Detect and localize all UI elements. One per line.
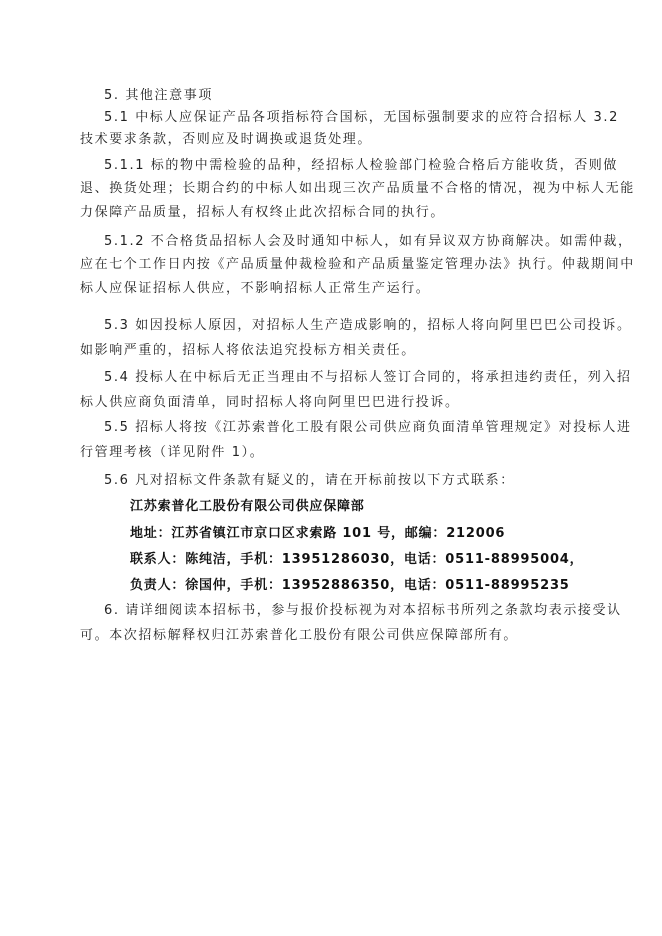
contact-responsible: 负责人：徐国仲，手机：13952886350，电话：0511-88995235 <box>130 578 570 593</box>
paragraph-5-3-line: 如影响严重的，招标人将依法追究投标方相关责任。 <box>80 343 416 358</box>
paragraph-5-5-line: 5.5 招标人将按《江苏索普化工股有限公司供应商负面清单管理规定》对投标人进 <box>104 420 632 435</box>
paragraph-6-line: 6. 请详细阅读本招标书，参与报价投标视为对本招标书所列之条款均表示接受认 <box>104 603 622 618</box>
contact-address: 地址：江苏省镇江市京口区求索路 101 号，邮编：212006 <box>130 526 506 541</box>
paragraph-5-1-1-line: 退、换货处理；长期合约的中标人如出现三次产品质量不合格的情况，视为中标人无能 <box>80 181 635 196</box>
contact-company: 江苏索普化工股份有限公司供应保障部 <box>130 499 365 514</box>
paragraph-5-1-1-line: 5.1.1 标的物中需检验的品种，经招标人检验部门检验合格后方能收货，否则做 <box>104 158 619 173</box>
paragraph-5-1-1-line: 力保障产品质量，招标人有权终止此次招标合同的执行。 <box>80 205 446 220</box>
paragraph-5-1-line: 5.1 中标人应保证产品各项指标符合国标，无国标强制要求的应符合招标人 3.2 <box>104 110 620 125</box>
paragraph-6-line: 可。本次招标解释权归江苏索普化工股份有限公司供应保障部所有。 <box>80 628 519 643</box>
paragraph-5-4-line: 5.4 投标人在中标后无正当理由不与招标人签订合同的，将承担违约责任，列入招 <box>104 370 632 385</box>
paragraph-5-6: 5.6 凡对招标文件条款有疑义的，请在开标前按以下方式联系： <box>104 473 515 488</box>
paragraph-5-4-line: 标人供应商负面清单，同时招标人将向阿里巴巴进行投诉。 <box>80 395 460 410</box>
paragraph-5-1-2-line: 标人应保证招标人供应，不影响招标人正常生产运行。 <box>80 281 431 296</box>
paragraph-5-1-line: 技术要求条款，否则应及时调换或退货处理。 <box>80 132 373 147</box>
paragraph-5-1-2-line: 5.1.2 不合格货品招标人会及时通知中标人，如有异议双方协商解决。如需仲裁， <box>104 234 633 249</box>
contact-person: 联系人：陈纯洁，手机：13951286030，电话：0511-88995004， <box>130 552 584 567</box>
paragraph-5-3-line: 5.3 如因投标人原因，对招标人生产造成影响的，招标人将向阿里巴巴公司投诉。 <box>104 318 632 333</box>
paragraph-5-5-line: 行管理考核（详见附件 1）。 <box>80 445 265 460</box>
section-heading: 5. 其他注意事项 <box>104 88 213 103</box>
paragraph-5-1-2-line: 应在七个工作日内按《产品质量仲裁检验和产品质量鉴定管理办法》执行。仲裁期间中 <box>80 257 635 272</box>
